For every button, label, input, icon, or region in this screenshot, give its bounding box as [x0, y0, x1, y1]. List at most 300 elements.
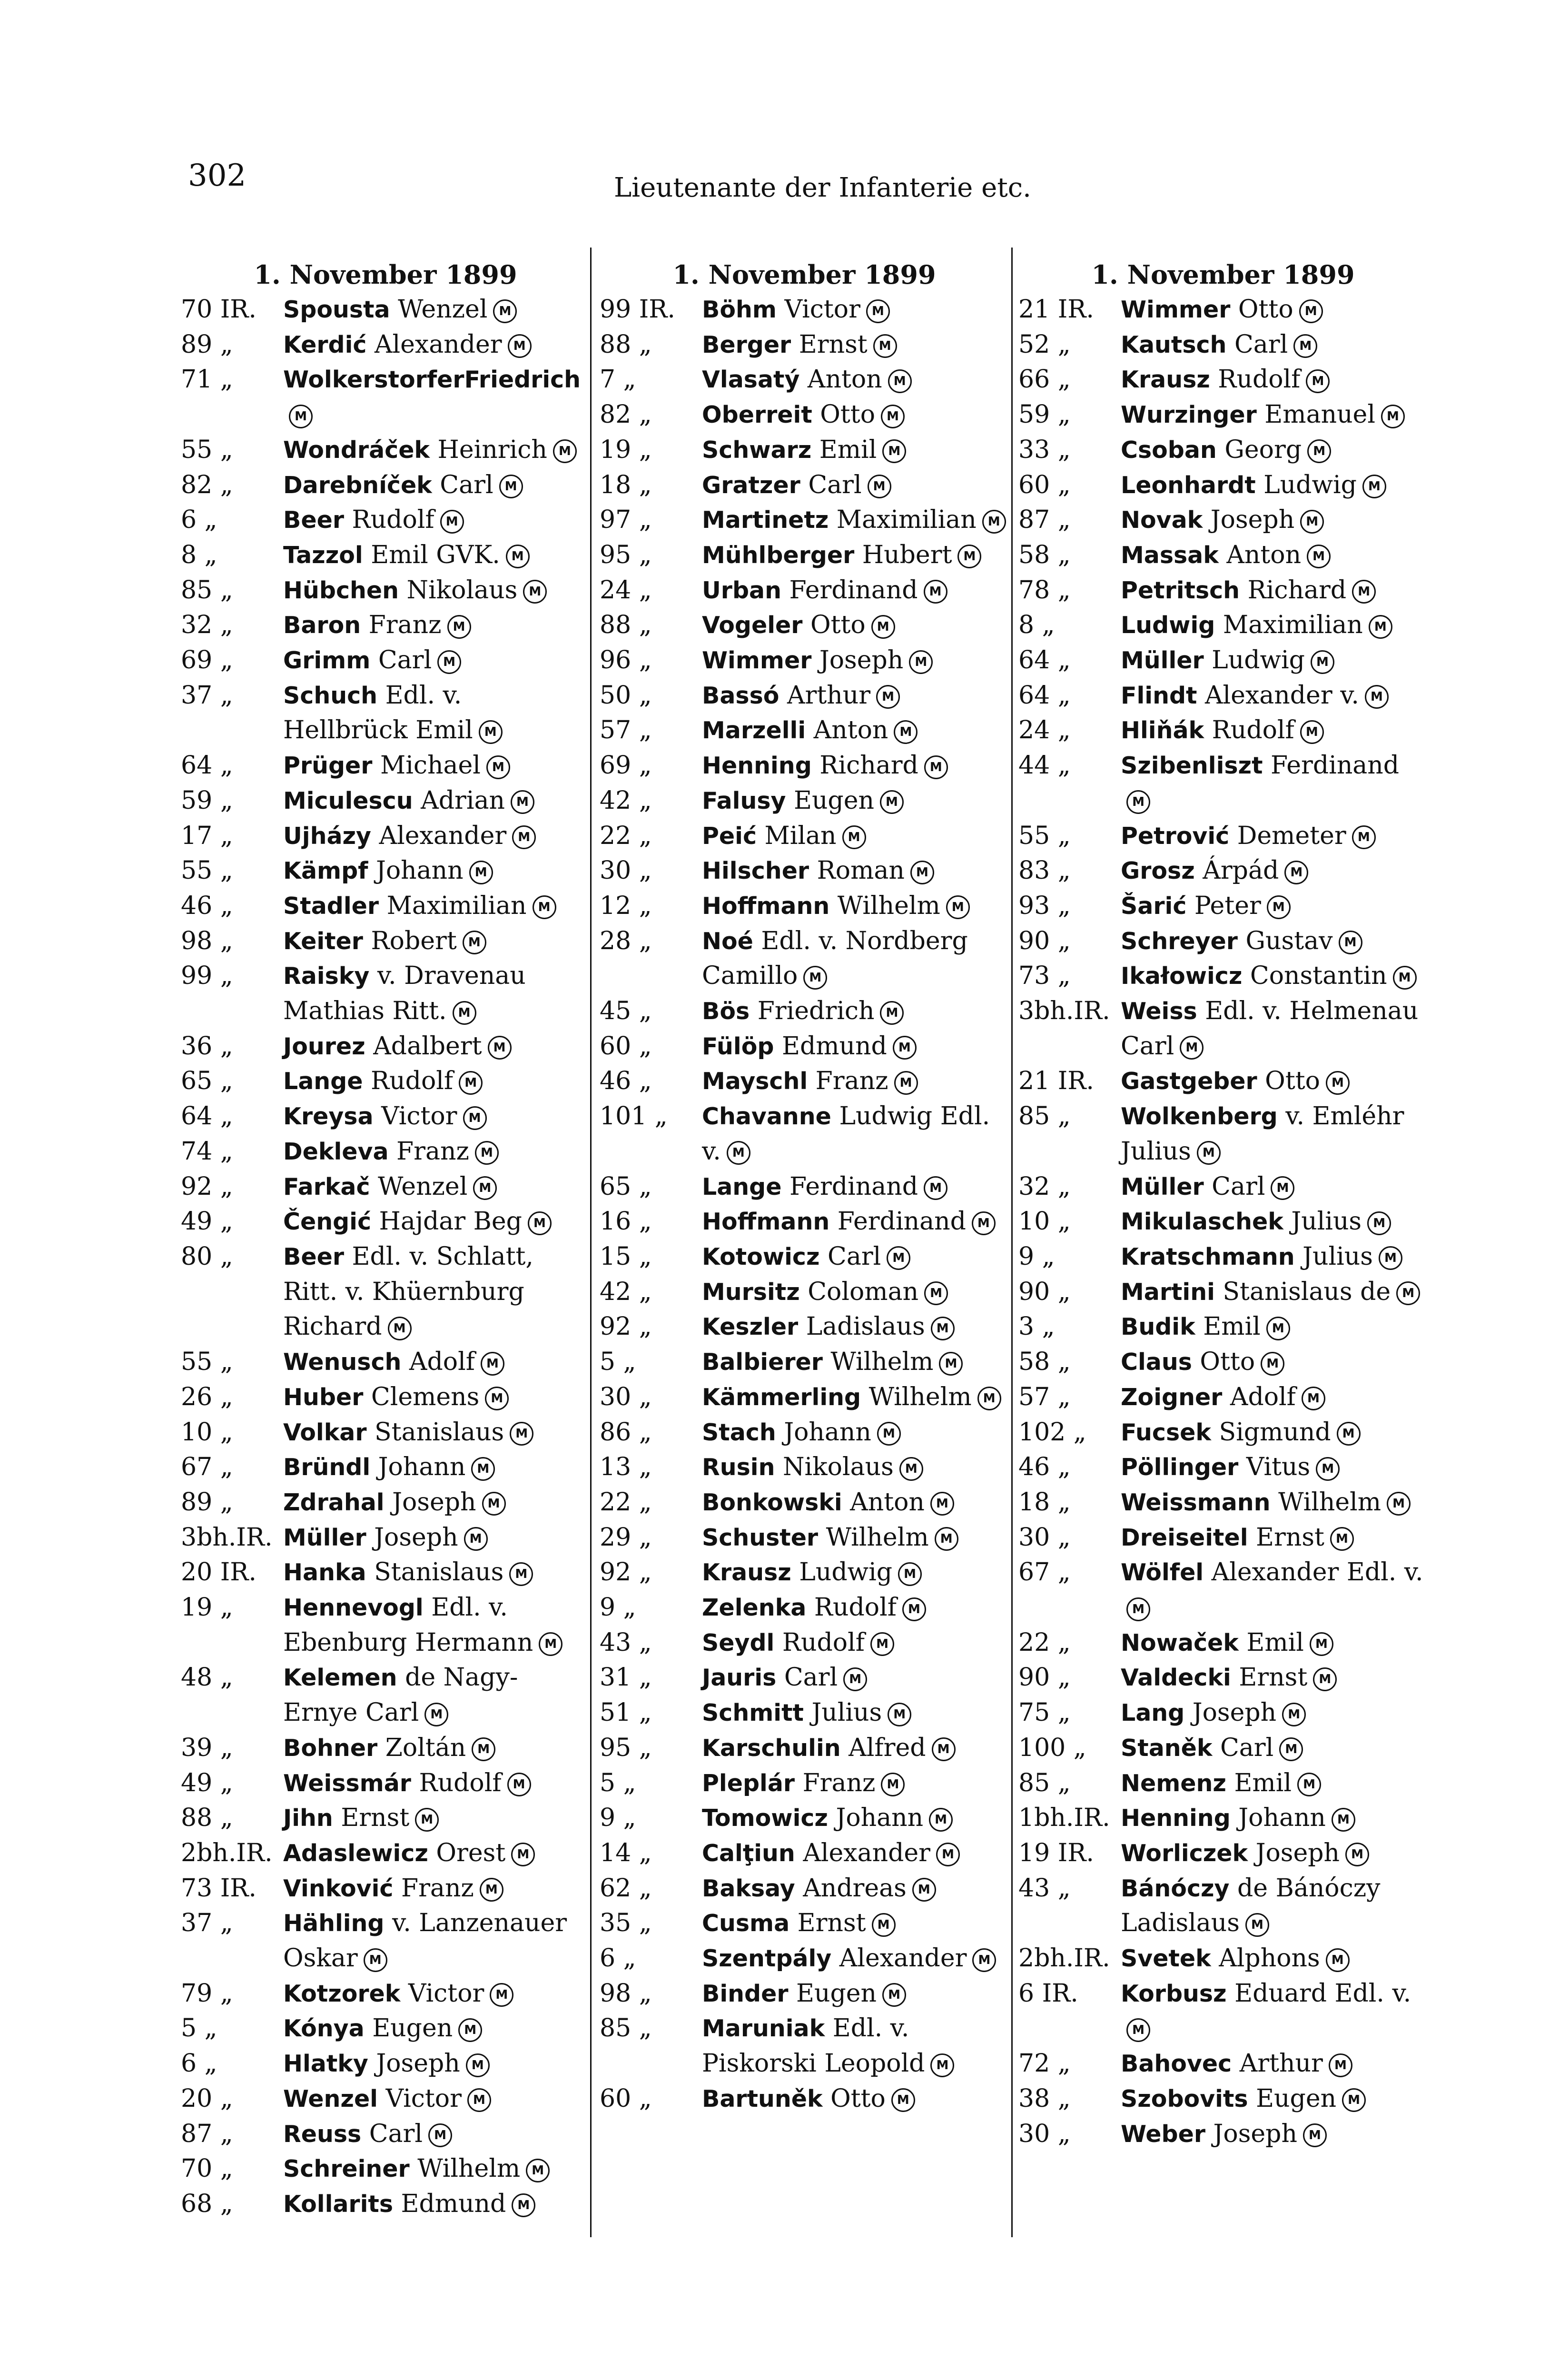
circled-m-icon: M	[872, 1913, 896, 1937]
officer-surname: Schreiner	[283, 2155, 410, 2183]
regiment-number: 74 „	[181, 1137, 233, 1166]
list-item	[600, 1871, 1009, 1906]
list-item	[181, 643, 590, 678]
circled-m-icon: M	[936, 1843, 960, 1866]
officer-surname: Hanka	[283, 1559, 366, 1587]
list-item	[600, 1415, 1009, 1450]
officer-surname: Schuch	[283, 682, 378, 709]
officer-given-name: Wilhelm	[822, 1348, 934, 1377]
regiment-number: 32 „	[181, 611, 233, 640]
list-item	[1018, 1450, 1428, 1485]
officer-given-name: Ludwig	[1204, 646, 1305, 675]
officer-surname: Baksay	[702, 1874, 795, 1902]
regiment-number: 95 „	[600, 1733, 652, 1762]
list-item	[1018, 327, 1428, 363]
officer-given-name: Rudolf	[411, 1768, 502, 1797]
circled-m-icon: M	[485, 1387, 509, 1410]
list-item	[600, 1204, 1009, 1240]
officer-surname: Vlasatý	[702, 366, 800, 394]
regiment-number: 72 „	[1018, 2049, 1071, 2078]
list-item	[181, 433, 590, 468]
list-item	[181, 2046, 590, 2082]
officer-surname: Seydl	[702, 1629, 775, 1656]
officer-surname: Berger	[702, 331, 791, 358]
circled-m-icon: M	[1197, 1141, 1221, 1165]
circled-m-icon: M	[930, 1492, 954, 1516]
officer-given-name: Emil	[1238, 1628, 1304, 1657]
column-rule	[1011, 248, 1013, 2237]
officer-given-name: Victor	[400, 1979, 484, 2008]
officer-surname: Šarić	[1121, 892, 1187, 920]
regiment-number: 73 IR.	[181, 1874, 257, 1903]
officer-surname: Oberreit	[702, 401, 812, 429]
circled-m-icon: M	[868, 475, 891, 498]
officer-given-name: Anton	[799, 365, 882, 394]
regiment-number: 7 „	[600, 365, 636, 394]
officer-given-name: Ernst	[333, 1804, 410, 1833]
officer-given-name: Ernst	[791, 330, 868, 359]
regiment-number: 1bh.IR.	[1018, 1804, 1110, 1833]
circled-m-icon: M	[1330, 1527, 1354, 1551]
regiment-number: 98 „	[181, 926, 233, 955]
officer-surname: Maruniak	[702, 2015, 825, 2043]
list-item	[600, 1696, 1009, 1731]
officer-surname: Henning	[702, 752, 812, 780]
officer-given-name: Rudolf	[1204, 716, 1294, 745]
list-item	[600, 889, 1009, 924]
circled-m-icon: M	[946, 895, 970, 919]
list-item	[181, 1590, 590, 1660]
officer-given-name: Joseph	[1205, 2119, 1297, 2148]
list-item	[600, 853, 1009, 889]
officer-surname: Peić	[702, 822, 757, 850]
officer-given-name: Alexander	[366, 330, 502, 359]
circled-m-icon: M	[877, 1422, 901, 1446]
regiment-number: 21 IR.	[1018, 1067, 1094, 1096]
regiment-number: 89 „	[181, 1488, 233, 1517]
officer-surname: Noé	[702, 927, 753, 955]
regiment-number: 70 „	[181, 2154, 233, 2183]
officer-surname: Raisky	[283, 962, 370, 990]
list-item	[600, 1170, 1009, 1205]
officer-given-name: Wenzel	[390, 295, 488, 324]
regiment-number: 26 „	[181, 1382, 233, 1411]
officer-surname: Müller	[283, 1524, 366, 1551]
circled-m-icon: M	[1316, 1457, 1340, 1481]
circled-m-icon: M	[459, 1071, 483, 1095]
officer-surname: Kerdić	[283, 331, 367, 358]
officer-given-name: Ernst	[789, 1909, 866, 1938]
regiment-number: 80 „	[181, 1242, 233, 1271]
officer-surname: Gratzer	[702, 471, 800, 499]
list-item	[1018, 1871, 1428, 1941]
regiment-number: 78 „	[1018, 575, 1071, 605]
officer-given-name: Alexander v.	[1197, 681, 1359, 710]
circled-m-icon: M	[1379, 1246, 1402, 1270]
circled-m-icon: M	[891, 2088, 915, 2112]
officer-given-name: Constantin	[1242, 962, 1387, 991]
circled-m-icon: M	[924, 1281, 948, 1305]
list-item	[1018, 853, 1428, 889]
circled-m-icon: M	[888, 369, 912, 393]
circled-m-icon: M	[1126, 2018, 1150, 2042]
officer-surname: Hoffmann	[702, 892, 830, 920]
list-item	[181, 1555, 590, 1590]
list-item	[600, 1345, 1009, 1380]
regiment-number: 46 „	[1018, 1453, 1071, 1482]
list-item	[1018, 1731, 1428, 1766]
list-item	[181, 1450, 590, 1485]
officer-surname: Falusy	[702, 787, 786, 814]
circled-m-icon: M	[1339, 931, 1362, 954]
list-item	[181, 1766, 590, 1801]
regiment-number: 58 „	[1018, 1348, 1071, 1377]
circled-m-icon: M	[873, 334, 897, 358]
officer-given-name: Edl. v. Nordberg Camillo	[702, 926, 968, 991]
circled-m-icon: M	[1284, 861, 1308, 884]
entry-list	[1018, 292, 1428, 2152]
circled-m-icon: M	[1369, 615, 1392, 639]
officer-given-name: Andreas	[795, 1874, 907, 1903]
officer-given-name: Johann	[776, 1418, 871, 1447]
officer-given-name: Edmund	[393, 2189, 506, 2218]
officer-surname: Keszler	[702, 1313, 799, 1341]
list-item	[181, 1731, 590, 1766]
list-item	[181, 1170, 590, 1205]
page-number: 302	[188, 158, 247, 193]
officer-given-name: Eugen	[364, 2014, 453, 2043]
regiment-number: 22 „	[600, 821, 652, 850]
list-item	[1018, 1766, 1428, 1801]
officer-given-name: Alexander Edl. v.	[1204, 1558, 1423, 1587]
circled-m-icon: M	[1313, 1667, 1337, 1691]
regiment-number: 50 „	[600, 681, 652, 710]
officer-surname: Gastgeber	[1121, 1068, 1257, 1095]
regiment-number: 46 „	[600, 1067, 652, 1096]
officer-given-name: Joseph	[1203, 506, 1295, 535]
regiment-number: 21 IR.	[1018, 295, 1094, 324]
regiment-number: 3bh.IR.	[1018, 997, 1110, 1026]
list-item	[600, 1836, 1009, 1871]
list-item	[600, 503, 1009, 538]
officer-given-name: Demeter	[1229, 821, 1346, 850]
circled-m-icon: M	[1365, 685, 1389, 709]
regiment-number: 87 „	[1018, 506, 1071, 535]
circled-m-icon: M	[912, 1878, 936, 1902]
list-item	[1018, 2117, 1428, 2152]
officer-given-name: Alexander	[371, 821, 507, 850]
list-item	[181, 573, 590, 608]
regiment-number: 89 „	[181, 330, 233, 359]
regiment-number: 70 IR.	[181, 295, 257, 324]
circled-m-icon: M	[880, 1001, 904, 1025]
regiment-number: 88 „	[600, 330, 652, 359]
officer-surname: Martinetz	[702, 506, 829, 534]
regiment-number: 42 „	[600, 1277, 652, 1306]
officer-given-name: Julius	[803, 1698, 882, 1727]
officer-given-name: Edmund	[774, 1031, 887, 1061]
circled-m-icon: M	[486, 755, 510, 779]
circled-m-icon: M	[1387, 1492, 1411, 1516]
regiment-number: 96 „	[600, 646, 652, 675]
list-item	[181, 362, 590, 432]
regiment-number: 52 „	[1018, 330, 1071, 359]
circled-m-icon: M	[881, 405, 905, 428]
list-item	[1018, 2046, 1428, 2082]
officer-surname: Henning	[1121, 1805, 1231, 1832]
officer-surname: Tomowicz	[702, 1805, 828, 1832]
officer-surname: Chavanne	[702, 1103, 831, 1130]
officer-given-name: Rudolf	[344, 506, 434, 535]
circled-m-icon: M	[1297, 1773, 1321, 1796]
list-item	[600, 1520, 1009, 1556]
officer-surname: Dekleva	[283, 1138, 389, 1165]
officer-surname: Tazzol	[283, 541, 363, 569]
officer-surname: Beer	[283, 1243, 344, 1270]
regiment-number: 6 „	[181, 2049, 217, 2078]
list-item	[1018, 608, 1428, 643]
regiment-number: 30 „	[600, 1382, 652, 1411]
circled-m-icon: M	[1261, 1352, 1284, 1376]
list-item	[1018, 1555, 1428, 1625]
officer-given-name: Richard	[811, 751, 918, 780]
officer-surname: Krausz	[1121, 366, 1210, 394]
officer-surname: Kreysa	[283, 1103, 374, 1130]
list-item	[181, 1415, 590, 1450]
circled-m-icon: M	[880, 790, 904, 814]
regiment-number: 102 „	[1018, 1418, 1086, 1447]
regiment-number: 13 „	[600, 1453, 652, 1482]
circled-m-icon: M	[526, 2159, 550, 2182]
officer-given-name: Ferdinand	[829, 1207, 966, 1236]
regiment-number: 82 „	[600, 400, 652, 429]
officer-surname: Grimm	[283, 647, 371, 674]
circled-m-icon: M	[553, 439, 577, 463]
list-item	[181, 2082, 590, 2117]
list-item	[600, 1309, 1009, 1345]
list-item	[181, 1064, 590, 1099]
officer-surname: Kautsch	[1121, 331, 1227, 358]
list-item	[600, 397, 1009, 433]
officer-given-name: Otto	[822, 2084, 886, 2113]
officer-given-name: Edl. v. Piskorski Leopold	[702, 2014, 925, 2078]
officer-given-name: Adalbert	[365, 1031, 482, 1061]
circled-m-icon: M	[957, 545, 981, 568]
officer-given-name: Wilhelm	[861, 1382, 972, 1411]
officer-surname: Bánóczy	[1121, 1874, 1230, 1902]
officer-surname: Szobovits	[1121, 2085, 1248, 2112]
regiment-number: 49 „	[181, 1207, 233, 1236]
regiment-number: 79 „	[181, 1979, 233, 2008]
officer-given-name: Peter	[1186, 891, 1261, 920]
officer-surname: Kämmerling	[702, 1383, 861, 1411]
regiment-number: 24 „	[600, 575, 652, 605]
list-item	[600, 292, 1009, 327]
list-item	[600, 994, 1009, 1029]
list-item	[1018, 713, 1428, 748]
list-item	[1018, 1309, 1428, 1345]
regiment-number: 19 „	[600, 435, 652, 464]
list-item	[600, 1450, 1009, 1485]
officer-given-name: Georg	[1216, 435, 1302, 464]
list-item	[1018, 959, 1428, 994]
regiment-number: 49 „	[181, 1768, 233, 1797]
circled-m-icon: M	[1329, 2053, 1352, 2077]
officer-given-name: Anton	[842, 1488, 925, 1517]
circled-m-icon: M	[490, 1983, 513, 2007]
list-item	[181, 468, 590, 503]
officer-given-name: Franz	[795, 1768, 876, 1797]
officer-given-name: Orest	[428, 1838, 506, 1867]
list-item	[181, 1240, 590, 1345]
circled-m-icon: M	[437, 650, 461, 674]
circled-m-icon: M	[894, 720, 918, 744]
circled-m-icon: M	[289, 405, 313, 428]
officer-surname: Hliňák	[1121, 717, 1204, 744]
circled-m-icon: M	[893, 1036, 917, 1060]
officer-surname: Pleplár	[702, 1769, 795, 1797]
officer-surname: Wurzinger	[1121, 401, 1257, 429]
officer-given-name: Ludwig	[1255, 470, 1357, 499]
officer-given-name: Adolf	[1222, 1382, 1296, 1411]
circled-m-icon: M	[533, 895, 556, 919]
officer-given-name: Johann	[368, 856, 464, 885]
regiment-number: 17 „	[181, 821, 233, 850]
officer-surname: Mursitz	[702, 1278, 800, 1306]
list-item	[600, 678, 1009, 714]
officer-surname: Kämpf	[283, 857, 368, 885]
officer-surname: Dreiseitel	[1121, 1524, 1248, 1551]
officer-surname: Volkar	[283, 1418, 367, 1446]
list-item	[600, 713, 1009, 748]
circled-m-icon: M	[415, 1808, 439, 1832]
officer-surname: Čengić	[283, 1208, 371, 1236]
circled-m-icon: M	[972, 1211, 996, 1235]
list-item	[600, 643, 1009, 678]
officer-given-name: Joseph	[384, 1488, 476, 1517]
circled-m-icon: M	[463, 931, 486, 954]
regiment-number: 37 „	[181, 681, 233, 710]
officer-surname: Karschulin	[702, 1734, 841, 1762]
officer-surname: Wenusch	[283, 1349, 402, 1376]
officer-given-name: Wilhelm	[818, 1523, 929, 1552]
regiment-number: 69 „	[181, 646, 233, 675]
officer-surname: Urban	[702, 576, 781, 604]
officer-given-name: Emil	[811, 435, 877, 464]
officer-surname: WolkerstorferFriedrich	[283, 366, 581, 394]
circled-m-icon: M	[935, 1527, 958, 1551]
officer-given-name: Ludwig	[791, 1558, 893, 1587]
officer-surname: Budik	[1121, 1313, 1195, 1341]
circled-m-icon: M	[493, 299, 517, 323]
officer-surname: Calţiun	[702, 1839, 795, 1867]
list-item	[600, 1590, 1009, 1626]
list-item	[1018, 1696, 1428, 1731]
officer-given-name: Carl	[800, 470, 862, 499]
regiment-number: 31 „	[600, 1663, 652, 1692]
officer-given-name: Ernst	[1248, 1523, 1324, 1552]
regiment-number: 57 „	[1018, 1382, 1071, 1411]
circled-m-icon: M	[453, 1001, 476, 1025]
list-item	[181, 1801, 590, 1836]
regiment-number: 75 „	[1018, 1698, 1071, 1727]
regiment-number: 73 „	[1018, 962, 1071, 991]
officer-surname: Martini	[1121, 1278, 1215, 1306]
list-item	[600, 1240, 1009, 1275]
circled-m-icon: M	[1352, 825, 1376, 849]
regiment-number: 55 „	[181, 856, 233, 885]
officer-given-name: Ferdinand	[781, 1172, 918, 1201]
officer-given-name: Anton	[806, 716, 888, 745]
officer-surname: Weissmann	[1121, 1488, 1271, 1516]
list-item	[1018, 468, 1428, 503]
circled-m-icon: M	[870, 1632, 894, 1656]
circled-m-icon: M	[528, 1211, 552, 1235]
circled-m-icon: M	[924, 1176, 947, 1200]
list-item	[600, 1660, 1009, 1696]
regiment-number: 90 „	[1018, 1663, 1071, 1692]
officer-given-name: Gustav	[1237, 926, 1333, 955]
regiment-number: 45 „	[600, 997, 652, 1026]
regiment-number: 18 „	[1018, 1488, 1071, 1517]
list-item	[600, 1731, 1009, 1766]
regiment-number: 64 „	[1018, 681, 1071, 710]
officer-given-name: Eugen	[1248, 2084, 1337, 2113]
officer-surname: Mikulaschek	[1121, 1208, 1283, 1236]
officer-given-name: Ferdinand	[1263, 751, 1400, 780]
regiment-number: 30 „	[600, 856, 652, 885]
regiment-number: 66 „	[1018, 365, 1071, 394]
officer-given-name: Wenzel	[370, 1172, 468, 1201]
list-item	[1018, 1976, 1428, 2046]
officer-given-name: Franz	[361, 611, 442, 640]
officer-surname: Müller	[1121, 647, 1204, 674]
list-item	[181, 853, 590, 889]
list-item	[600, 1275, 1009, 1310]
regiment-number: 90 „	[1018, 1277, 1071, 1306]
regiment-number: 85 „	[600, 2014, 652, 2043]
officer-given-name: Clemens	[363, 1382, 480, 1411]
circled-m-icon: M	[1126, 790, 1150, 814]
circled-m-icon: M	[803, 966, 827, 990]
officer-surname: Novak	[1121, 506, 1203, 534]
officer-given-name: Otto	[1257, 1067, 1320, 1096]
regiment-number: 68 „	[181, 2189, 233, 2218]
officer-given-name: Emanuel	[1256, 400, 1375, 429]
regiment-number: 67 „	[1018, 1558, 1071, 1587]
regiment-number: 9 „	[600, 1804, 636, 1833]
column-3	[1018, 257, 1428, 2152]
regiment-number: 88 „	[600, 611, 652, 640]
regiment-number: 57 „	[600, 716, 652, 745]
officer-given-name: Adolf	[401, 1348, 475, 1377]
circled-m-icon: M	[1266, 1317, 1290, 1340]
list-item	[600, 1555, 1009, 1590]
list-item	[600, 1906, 1009, 1941]
officer-given-name: Eugen	[788, 1979, 877, 2008]
officer-given-name: Julius	[1283, 1207, 1362, 1236]
officer-given-name: Arthur	[1232, 2049, 1323, 2078]
circled-m-icon: M	[510, 1422, 533, 1446]
officer-surname: Hennevogl	[283, 1594, 424, 1622]
circled-m-icon: M	[464, 1527, 488, 1551]
regiment-number: 95 „	[600, 540, 652, 569]
list-item	[181, 327, 590, 363]
regiment-number: 20 IR.	[181, 1558, 257, 1587]
regiment-number: 9 „	[1018, 1242, 1055, 1271]
circled-m-icon: M	[1311, 650, 1334, 674]
officer-given-name: Johann	[1230, 1804, 1326, 1833]
